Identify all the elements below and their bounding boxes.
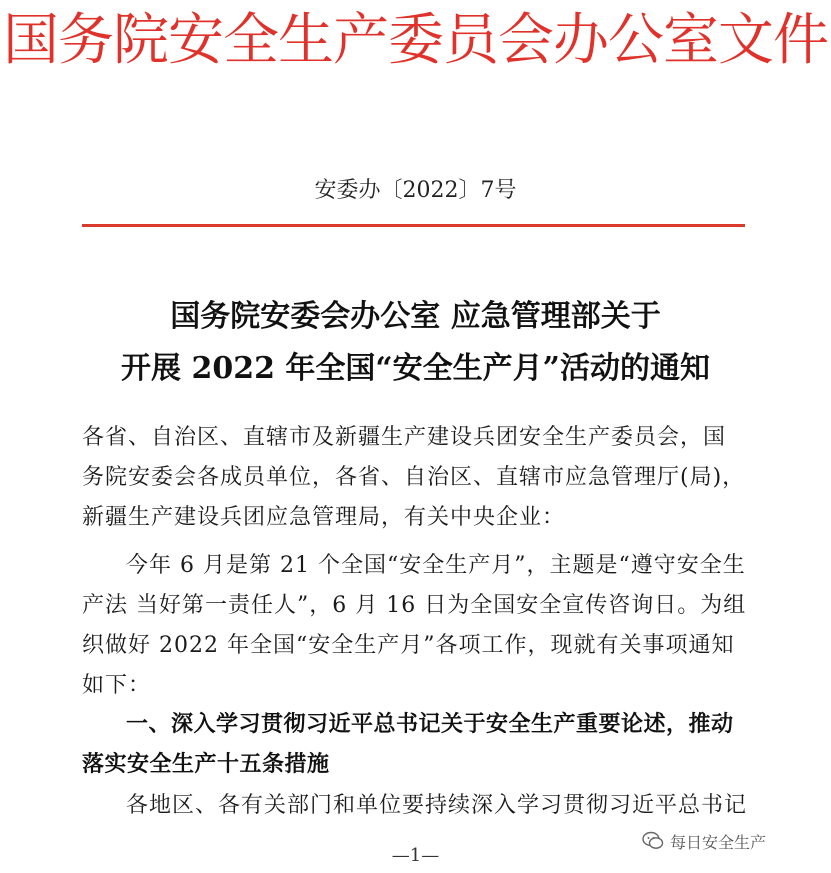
header-divider (82, 224, 745, 227)
section-heading-1: 一、深入学习贯彻习近平总书记关于安全生产重要论述，推动落实安全生产十五条措施 (82, 711, 734, 777)
body-paragraph-2: 各地区、各有关部门和单位要持续深入学习贯彻习近平总书记 (126, 793, 747, 818)
watermark-text: 每日安全生产 (670, 832, 767, 852)
notice-title-line-1: 国务院安委会办公室 应急管理部关于 (170, 299, 661, 334)
document-number: 安委办〔2022〕7号 (314, 178, 517, 203)
wechat-icon (642, 831, 664, 851)
page-number: —1— (391, 845, 440, 866)
document-header-title: 国务院安全生产委员会办公室文件 (3, 8, 828, 73)
body-paragraph-1: 今年 6 月是第 21 个全国“安全生产月”，主题是“遵守安全生产法 当好第一责任人”，6 月 16 日为全国安全宣传咨询日。为组织做好 2022 年全国“安全生产月”各项工作，现就有关事项通知如下： (82, 553, 747, 698)
addressees-paragraph: 各省、自治区、直辖市及新疆生产建设兵团安全生产委员会，国务院安委会各成员单位，各省、自治区、直辖市应急管理厅(局)，新疆生产建设兵团应急管理局，有关中央企业： (82, 425, 746, 530)
watermark (636, 828, 772, 854)
notice-title-line-2: 开展 2022 年全国“安全生产月”活动的通知 (121, 351, 710, 386)
